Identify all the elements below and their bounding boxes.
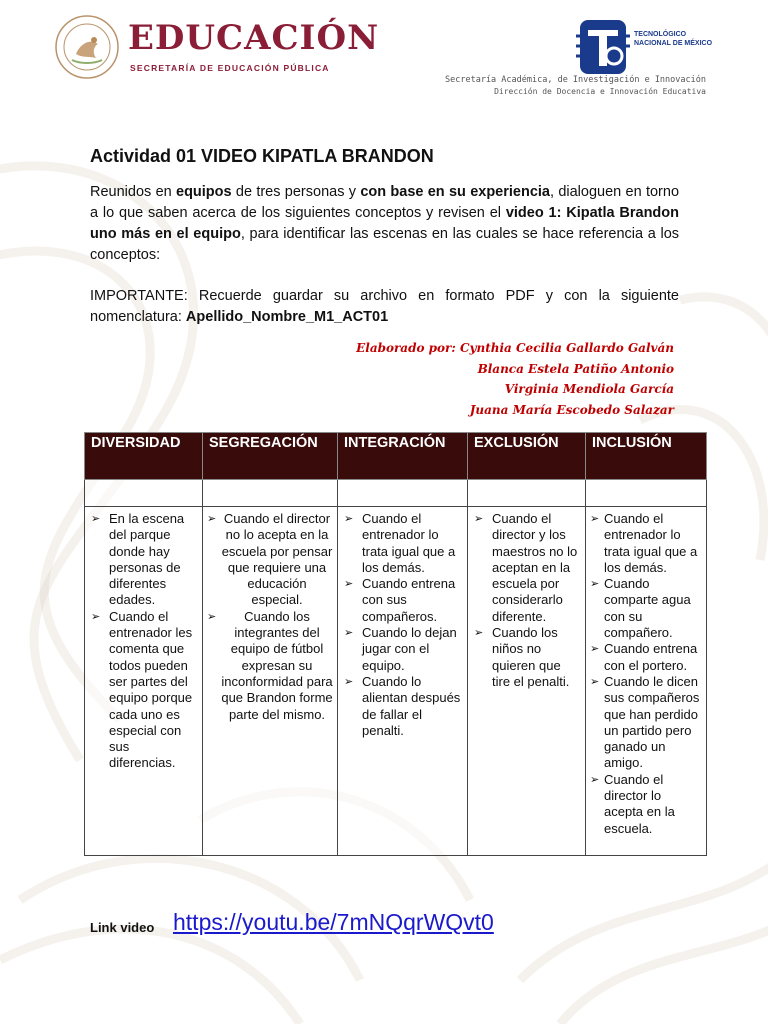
list-item: ➢ Cuando el entrenador les comenta que todos pueden ser partes del equipo porque cada uno es especial con sus diferencias. bbox=[89, 609, 198, 772]
column-header-inclusion: INCLUSIÓN bbox=[586, 433, 707, 480]
cell-diversidad bbox=[85, 507, 203, 856]
spacer-cell bbox=[468, 480, 586, 507]
author-line: Elaborado por: Cynthia Cecilia Gallardo Galván bbox=[356, 341, 674, 355]
instructions-paragraph bbox=[90, 182, 679, 266]
list-item: ➢ Cuando el director lo acepta en la escuela. bbox=[590, 772, 702, 837]
author-line: Blanca Estela Patiño Antonio bbox=[477, 361, 674, 376]
bullet-list bbox=[207, 511, 333, 723]
list-item: ➢ En la escena del parque donde hay personas de diferentes edades. bbox=[89, 511, 198, 609]
column-header-integracion: INTEGRACIÓN bbox=[338, 433, 468, 480]
link-label: Link video bbox=[90, 920, 155, 935]
text-run: , para identificar las escenas en las cuales se hace referencia a los conceptos: bbox=[90, 226, 680, 263]
list-item: ➢ Cuando entrena con el portero. bbox=[590, 641, 702, 674]
bullet-list bbox=[472, 511, 581, 690]
important-paragraph bbox=[90, 286, 679, 328]
table-header-row bbox=[85, 433, 707, 480]
authors-block bbox=[356, 338, 674, 420]
brand-title: EDUCACIÓN bbox=[128, 18, 380, 58]
tecnm-name bbox=[634, 30, 712, 48]
bullet-list bbox=[590, 511, 702, 837]
secretaria-line: Secretaría Académica, de Investigación e Innovación bbox=[445, 75, 706, 85]
list-item: ➢ Cuando lo alientan después de fallar el penalti. bbox=[342, 674, 463, 739]
text-run: Reunidos en bbox=[90, 184, 176, 200]
list-item: ➢ Cuando los niños no quieren que tire el penalti. bbox=[472, 625, 581, 690]
column-header-segregacion: SEGREGACIÓN bbox=[203, 433, 338, 480]
spacer-cell bbox=[586, 480, 707, 507]
list-item: ➢ Cuando los integrantes del equipo de fútbol expresan su inconformidad para que Brandon forme parte del mismo. bbox=[207, 609, 333, 723]
spacer-cell bbox=[338, 480, 468, 507]
list-item: ➢ Cuando comparte agua con su compañero. bbox=[590, 576, 702, 641]
list-item: ➢ Cuando lo dejan jugar con el equipo. bbox=[342, 625, 463, 674]
filename-format: Apellido_Nombre_M1_ACT01 bbox=[185, 309, 389, 325]
author-line: Virginia Mendiola García bbox=[504, 382, 674, 396]
text-run: IMPORTANTE: Recuerde guardar su archivo en formato PDF y con la siguiente nomenclatura: bbox=[90, 288, 679, 325]
direccion-line: Dirección de Docencia e Innovación Educativa bbox=[494, 87, 706, 96]
spacer-cell bbox=[203, 480, 338, 507]
column-header-diversidad: DIVERSIDAD bbox=[85, 433, 203, 480]
brand-subtitle: SECRETARÍA DE EDUCACIÓN PÚBLICA bbox=[130, 63, 330, 73]
concepts-table bbox=[84, 432, 707, 856]
list-item: ➢ Cuando el director no lo acepta en la escuela por pensar que requiere una educación especial. bbox=[207, 511, 333, 609]
video-link[interactable]: https://youtu.be/7mNQqrWQvt0 bbox=[173, 909, 494, 935]
text-run: , dialoguen en torno a lo que saben acerca de los siguientes conceptos y revisen el bbox=[90, 184, 680, 221]
cell-inclusion bbox=[586, 507, 707, 856]
list-item: ➢ Cuando el director y los maestros no lo aceptan en la escuela por considerarlo diferente. bbox=[472, 511, 581, 625]
cell-integracion bbox=[338, 507, 468, 856]
list-item: ➢ Cuando le dicen sus compañeros que han perdido un partido pero ganado un amigo. bbox=[590, 674, 702, 772]
cell-exclusion bbox=[468, 507, 586, 856]
tecnm-line2: NACIONAL DE MÉXICO bbox=[634, 40, 713, 47]
activity-title: Actividad 01 VIDEO KIPATLA BRANDON bbox=[90, 146, 434, 166]
spacer-cell bbox=[85, 480, 203, 507]
list-item: ➢ Cuando el entrenador lo trata igual que a los demás. bbox=[342, 511, 463, 576]
bullet-list bbox=[89, 511, 198, 772]
bullet-list bbox=[342, 511, 463, 739]
cell-segregacion bbox=[203, 507, 338, 856]
author-line: Juana María Escobedo Salazar bbox=[469, 402, 674, 417]
bold-run: equipos bbox=[176, 184, 232, 200]
tecnm-logo-icon bbox=[574, 16, 632, 78]
table-spacer-row bbox=[85, 480, 707, 507]
bold-run: con base en su experiencia bbox=[360, 184, 550, 200]
column-header-exclusion: EXCLUSIÓN bbox=[468, 433, 586, 480]
list-item: ➢ Cuando el entrenador lo trata igual que a los demás. bbox=[590, 511, 702, 576]
tecnm-line1: TECNOLÓGICO bbox=[634, 31, 687, 38]
table-row bbox=[85, 507, 707, 856]
mexico-seal-icon bbox=[54, 14, 120, 80]
text-run: de tres personas y bbox=[231, 184, 361, 200]
list-item: ➢ Cuando entrena con sus compañeros. bbox=[342, 576, 463, 625]
bold-run: video 1: Kipatla Brandon uno más en el equipo bbox=[90, 205, 679, 242]
